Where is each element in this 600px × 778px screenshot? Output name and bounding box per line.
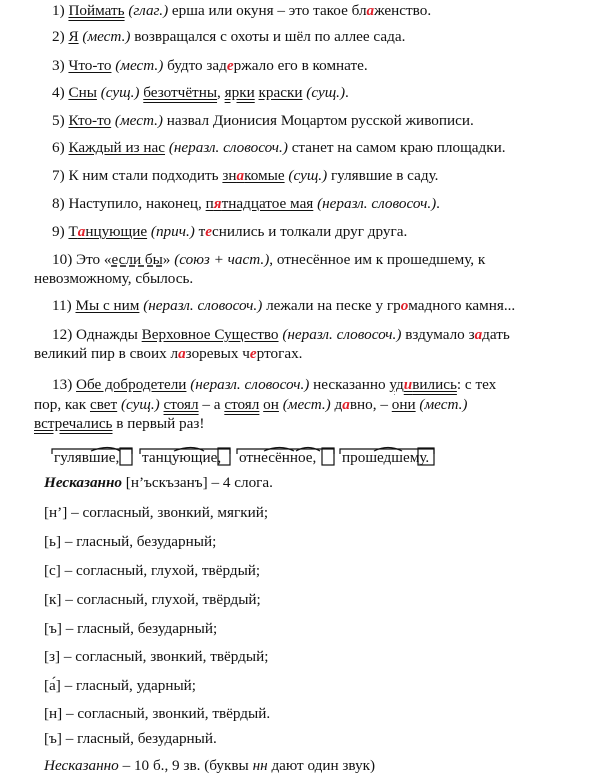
pos-annotation: (прич.)	[150, 223, 195, 240]
subject-word: зн	[222, 167, 237, 184]
pos-annotation: (неразл. словосоч.)	[282, 326, 402, 343]
sentence-text: гулявшие в саду.	[330, 167, 439, 184]
sentence-text: »	[162, 251, 171, 268]
sentence-text: д	[334, 396, 343, 413]
sentence-text: несказанно	[313, 376, 386, 393]
sentence-text: дать	[482, 326, 510, 343]
analyzed-word: Несказанно	[44, 757, 119, 774]
highlighted-vowel: а	[474, 326, 483, 343]
subject-word: свет	[89, 396, 118, 413]
pos-annotation: (неразл. словосоч.)	[190, 376, 310, 393]
subject-word: п	[205, 195, 214, 212]
predicate-word: уд	[389, 376, 404, 393]
subject-word: Что-то	[68, 57, 112, 74]
subject-word: нцующие	[85, 223, 148, 240]
sentence-text: т	[198, 223, 206, 240]
sentence-text: великий пир в своих л	[34, 345, 179, 362]
sentence-number: 13)	[52, 376, 73, 393]
sentence-number: 9)	[52, 223, 65, 240]
pos-annotation: (неразл. словосоч.)	[317, 195, 437, 212]
sentence-text: мадного камня...	[408, 297, 516, 314]
predicate-word: вились	[412, 376, 457, 393]
pos-annotation: (глаг.)	[128, 2, 169, 19]
punctuation: .	[436, 195, 440, 212]
morpheme-word: гулявшие,	[54, 449, 120, 466]
phoneme-row: [к] – согласный, глухой, твёрдый;	[44, 591, 261, 608]
sentence-text: станет на самом краю площадки.	[291, 139, 506, 156]
sentence-6	[52, 139, 506, 157]
sentence-text: лежали на песке у гр	[266, 297, 401, 314]
sentence-11	[52, 297, 515, 315]
sentence-4	[52, 84, 349, 102]
predicate-word: стоял	[224, 396, 260, 413]
sentence-text: ржало его в комнате.	[233, 57, 368, 74]
sentence-text: зоревых ч	[185, 345, 250, 362]
subject-word: Сны	[68, 84, 97, 101]
subject-word: тнадцатое мая	[221, 195, 314, 212]
sentence-text: невозможному, сбылось.	[34, 270, 194, 287]
sentence-number: 6)	[52, 139, 65, 156]
morpheme-word: прошедшему.	[342, 449, 430, 466]
pos-annotation: (мест.)	[82, 28, 131, 45]
subject-word: комые	[244, 167, 285, 184]
subject-word: Обе добродетели	[76, 376, 187, 393]
conjunction-word: если бы	[111, 251, 163, 268]
sentence-12-line-2	[34, 345, 302, 363]
predicate-word: ярки	[224, 84, 255, 101]
analyzed-word: Несказ	[44, 474, 90, 491]
morpheme-analysis	[44, 446, 444, 468]
predicate-word: Поймать	[68, 2, 125, 19]
phoneme-row: [ь] – гласный, безударный;	[44, 533, 217, 550]
pos-annotation: (мест.)	[115, 57, 164, 74]
subject-word: Каждый из нас	[68, 139, 166, 156]
sentence-number: 11)	[52, 297, 72, 314]
subject-word: краски	[258, 84, 303, 101]
sentence-text: ртогах.	[256, 345, 303, 362]
sentence-number: 1)	[52, 2, 65, 19]
highlighted-vowel: а	[178, 345, 186, 362]
sentence-number: 7)	[52, 167, 65, 184]
analyzed-word: нно	[97, 474, 122, 491]
highlighted-vowel: а	[77, 223, 86, 240]
summary-text: – 10 б., 9 зв. (буквы	[122, 757, 249, 774]
subject-word: Я	[68, 28, 79, 45]
phoneme-row: [ъ] – гласный, безударный.	[44, 730, 217, 747]
sentence-number: 10)	[52, 251, 73, 268]
pos-annotation: (мест.)	[114, 112, 163, 129]
sentence-text: вно, –	[349, 396, 388, 413]
highlighted-vowel: а	[236, 167, 245, 184]
sentence-5	[52, 112, 474, 130]
highlighted-vowel: е	[249, 345, 257, 362]
sentence-text: Это «	[76, 251, 112, 268]
sentence-number: 12)	[52, 326, 73, 343]
sentence-text: пор, как	[34, 396, 87, 413]
sentence-9	[52, 223, 407, 241]
predicate-word: безотчётны	[143, 84, 218, 101]
sentence-2	[52, 28, 405, 46]
sentence-3	[52, 57, 368, 75]
subject-word: Мы с ним	[75, 297, 140, 314]
sentence-1	[52, 2, 431, 20]
sentence-8	[52, 195, 440, 213]
morpheme-word: танцующие,	[142, 449, 222, 466]
letters: нн	[252, 757, 268, 774]
stressed-letter: а	[179, 474, 187, 491]
phoneme-row: [ъ] – гласный, безударный;	[44, 620, 218, 637]
sentence-text: будто зад	[167, 57, 227, 74]
subject-word: он	[263, 396, 279, 413]
phoneme-row: [с] – согласный, глухой, твёрдый;	[44, 562, 261, 579]
sentence-10	[52, 251, 485, 269]
punctuation: .	[345, 84, 349, 101]
subject-word: Кто-то	[68, 112, 112, 129]
morpheme-word: отнесённое,	[239, 449, 317, 466]
highlighted-vowel: е	[226, 57, 234, 74]
sentence-13	[52, 376, 496, 394]
sentence-number: 8)	[52, 195, 65, 212]
highlighted-vowel: е	[205, 223, 213, 240]
sentence-text: , отнесённое им к прошедшему, к	[269, 251, 486, 268]
pos-annotation: (мест.)	[282, 396, 331, 413]
predicate-word: встречались	[34, 415, 113, 432]
sentence-12	[52, 326, 510, 344]
sentence-number: 2)	[52, 28, 65, 45]
sentence-13-line-2	[34, 396, 467, 414]
sentence-text: Однажды	[76, 326, 138, 343]
transcription: нъ]	[186, 474, 208, 491]
stressed-letter: а	[89, 474, 98, 491]
sentence-text: снились и толкали друг друга.	[212, 223, 408, 240]
sentence-text: ерша или окуня – это такое бл	[171, 2, 367, 19]
highlighted-vowel: о	[400, 297, 409, 314]
highlighted-vowel: а	[342, 396, 350, 413]
sentence-text: вздумало з	[405, 326, 475, 343]
pos-annotation: (сущ.)	[306, 84, 346, 101]
ending-box	[322, 448, 334, 465]
highlighted-vowel: я	[213, 195, 222, 212]
sentence-text: – а	[202, 396, 221, 413]
pos-annotation: (неразл. словосоч.)	[168, 139, 288, 156]
sentence-text: назвал Дионисия Моцартом русской живописи.	[166, 112, 474, 129]
subject-word: Т	[68, 223, 78, 240]
pos-annotation: (союз + част.)	[174, 251, 270, 268]
ending-box	[120, 448, 132, 465]
sentence-13-line-3	[34, 415, 204, 433]
syllable-count: – 4 слога.	[211, 474, 273, 491]
sentence-number: 3)	[52, 57, 65, 74]
sentence-text: женство.	[374, 2, 432, 19]
phonetic-heading	[44, 474, 273, 492]
phonetic-summary	[44, 757, 375, 775]
summary-text: дают один звук)	[271, 757, 376, 774]
sentence-text: в первый раз!	[116, 415, 205, 432]
pos-annotation: (неразл. словосоч.)	[143, 297, 263, 314]
phoneme-row: [н’] – согласный, звонкий, мягкий;	[44, 504, 269, 521]
phoneme-row: [а́] – гласный, ударный;	[44, 677, 196, 694]
punctuation: ,	[217, 84, 221, 101]
pos-annotation: (сущ.)	[100, 84, 140, 101]
highlighted-vowel: и	[403, 376, 413, 393]
sentence-10-line-2	[34, 270, 193, 288]
subject-word: Верховное Существо	[141, 326, 279, 343]
sentence-7	[52, 167, 438, 185]
pos-annotation: (сущ.)	[288, 167, 328, 184]
pos-annotation: (сущ.)	[120, 396, 160, 413]
highlighted-vowel: а	[366, 2, 375, 19]
predicate-word: стоял	[163, 396, 199, 413]
phoneme-row: [н] – согласный, звонкий, твёрдый.	[44, 705, 271, 722]
sentence-number: 4)	[52, 84, 65, 101]
pos-annotation: (мест.)	[419, 396, 468, 413]
sentence-text: Наступило, наконец,	[68, 195, 202, 212]
phoneme-row: [з] – согласный, звонкий, твёрдый;	[44, 648, 269, 665]
sentence-text: К ним стали подходить	[68, 167, 219, 184]
sentence-number: 5)	[52, 112, 65, 129]
subject-word: они	[391, 396, 416, 413]
sentence-text: возвращался с охоты и шёл по аллее сада.	[134, 28, 406, 45]
transcription: [н’ъскъз	[125, 474, 180, 491]
sentence-text: : с тех	[456, 376, 497, 393]
